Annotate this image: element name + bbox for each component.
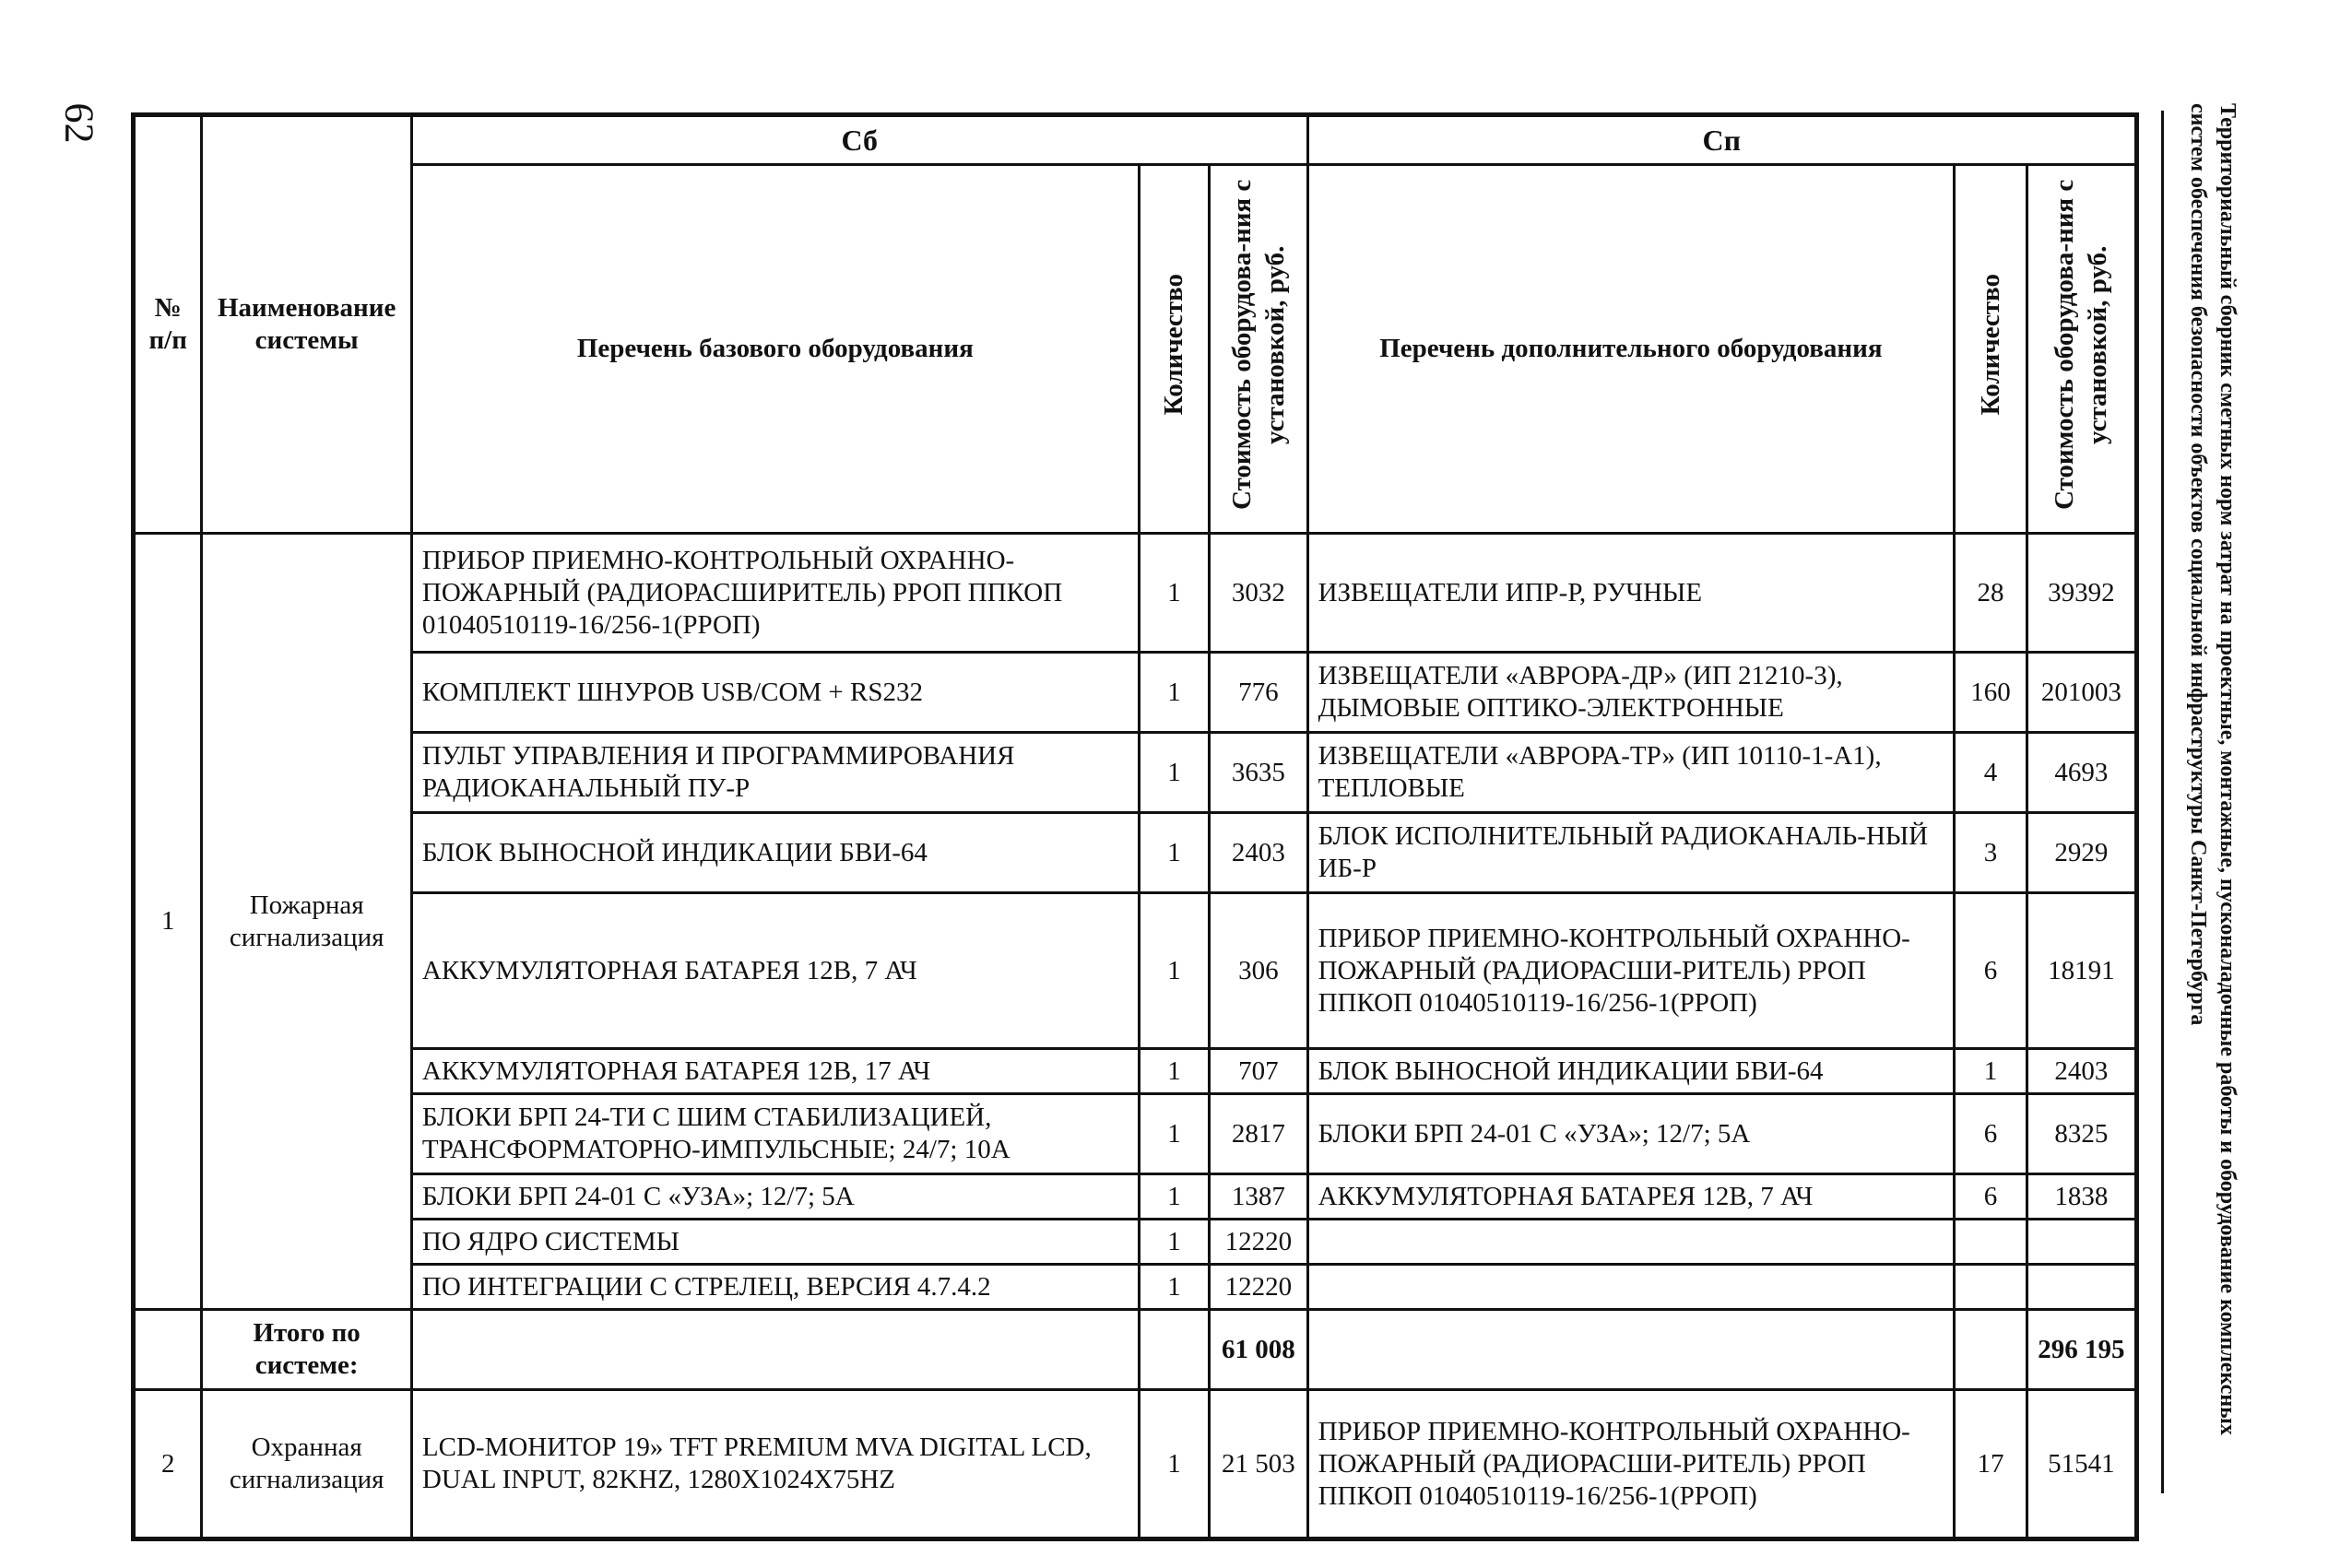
base-cost: 776 bbox=[1210, 653, 1307, 733]
base-cost: 3032 bbox=[1210, 534, 1307, 653]
total-base-cost: 61 008 bbox=[1210, 1310, 1307, 1390]
extra-cost bbox=[2027, 1220, 2136, 1265]
extra-cost: 1838 bbox=[2027, 1174, 2136, 1220]
header-cost2-text: Стоимость оборудова-ния с установкой, руб. bbox=[2050, 179, 2113, 511]
table-row bbox=[134, 1094, 2137, 1174]
base-item: ПО ЯДРО СИСТЕМЫ bbox=[411, 1220, 1139, 1265]
extra-cost: 4693 bbox=[2027, 733, 2136, 813]
header-num: № п/п bbox=[134, 115, 202, 534]
system2-num: 2 bbox=[134, 1390, 202, 1539]
extra-qty: 6 bbox=[1955, 1094, 2027, 1174]
base-cost: 306 bbox=[1210, 893, 1307, 1049]
header-cost-text: Стоимость оборудова-ния с установкой, руб. bbox=[1226, 179, 1290, 511]
side-title: Территориальный сборник сметных норм затрат на проектные, монтажные, пусконаладочные работы и оборудование комплексных систем обеспечения безопасности объектов социальной инфраструктуры Санкт-Петербурга bbox=[2186, 103, 2240, 1435]
table-row bbox=[134, 1265, 2137, 1310]
total-qty-empty bbox=[1139, 1310, 1210, 1390]
extra-item bbox=[1307, 1265, 1955, 1310]
extra-qty: 160 bbox=[1955, 653, 2027, 733]
header-qty2 bbox=[1955, 165, 2027, 534]
total-row bbox=[134, 1310, 2137, 1390]
table-row bbox=[134, 893, 2137, 1049]
extra-cost: 2929 bbox=[2027, 813, 2136, 893]
extra-qty: 6 bbox=[1955, 893, 2027, 1049]
extra-qty bbox=[1955, 1220, 2027, 1265]
extra-qty bbox=[1955, 1265, 2027, 1310]
base-qty: 1 bbox=[1139, 893, 1210, 1049]
extra-qty: 28 bbox=[1955, 534, 2027, 653]
base-item: АККУМУЛЯТОРНАЯ БАТАРЕЯ 12В, 7 АЧ bbox=[411, 893, 1139, 1049]
base-qty: 1 bbox=[1139, 653, 1210, 733]
header-qty bbox=[1139, 165, 1210, 534]
base-qty: 1 bbox=[1139, 1049, 1210, 1094]
header-extra-list: Перечень дополнительного оборудования bbox=[1307, 165, 1955, 534]
page-number: 62 bbox=[56, 102, 102, 144]
equipment-table bbox=[131, 112, 2139, 1541]
base-qty: 1 bbox=[1139, 1265, 1210, 1310]
base-cost: 3635 bbox=[1210, 733, 1307, 813]
header-cost2 bbox=[2027, 165, 2136, 534]
base-item: ПРИБОР ПРИЕМНО-КОНТРОЛЬНЫЙ ОХРАННО-ПОЖАРНЫЙ (РАДИОРАСШИРИТЕЛЬ) РРОП ППКОП 01040510119-16/256-1(РРОП) bbox=[411, 534, 1139, 653]
extra-cost: 201003 bbox=[2027, 653, 2136, 733]
extra-item: ПРИБОР ПРИЕМНО-КОНТРОЛЬНЫЙ ОХРАННО-ПОЖАРНЫЙ (РАДИОРАСШИ-РИТЕЛЬ) РРОП ППКОП 01040510119-16/256-1(РРОП) bbox=[1307, 1390, 1955, 1539]
base-item: БЛОКИ БРП 24-01 С «УЗА»; 12/7; 5А bbox=[411, 1174, 1139, 1220]
base-cost: 2817 bbox=[1210, 1094, 1307, 1174]
base-item: БЛОКИ БРП 24-ТИ С ШИМ СТАБИЛИЗАЦИЕЙ, ТРАНСФОРМАТОРНО-ИМПУЛЬСНЫЕ; 24/7; 10А bbox=[411, 1094, 1139, 1174]
base-cost: 12220 bbox=[1210, 1265, 1307, 1310]
total-num bbox=[134, 1310, 202, 1390]
side-rule bbox=[2161, 111, 2164, 1493]
total-label: Итого по системе: bbox=[202, 1310, 412, 1390]
extra-cost bbox=[2027, 1265, 2136, 1310]
system1-num: 1 bbox=[134, 534, 202, 1310]
extra-cost: 39392 bbox=[2027, 534, 2136, 653]
header-cost bbox=[1210, 165, 1307, 534]
header-qty-text: Количество bbox=[1159, 274, 1189, 416]
base-qty: 1 bbox=[1139, 534, 1210, 653]
table-row bbox=[134, 733, 2137, 813]
base-item: АККУМУЛЯТОРНАЯ БАТАРЕЯ 12В, 17 АЧ bbox=[411, 1049, 1139, 1094]
base-item: LCD-МОНИТОР 19» TFT PREMIUM MVA DIGITAL LCD, DUAL INPUT, 82KHZ, 1280X1024X75HZ bbox=[411, 1390, 1139, 1539]
extra-qty: 17 bbox=[1955, 1390, 2027, 1539]
table-row bbox=[134, 1174, 2137, 1220]
header-group-base: Сб bbox=[411, 115, 1307, 165]
table-row bbox=[134, 653, 2137, 733]
extra-item: ИЗВЕЩАТЕЛИ «АВРОРА-ТР» (ИП 10110-1-А1), ТЕПЛОВЫЕ bbox=[1307, 733, 1955, 813]
extra-qty: 3 bbox=[1955, 813, 2027, 893]
extra-qty: 4 bbox=[1955, 733, 2027, 813]
extra-cost: 51541 bbox=[2027, 1390, 2136, 1539]
base-cost: 707 bbox=[1210, 1049, 1307, 1094]
base-cost: 21 503 bbox=[1210, 1390, 1307, 1539]
base-qty: 1 bbox=[1139, 1174, 1210, 1220]
extra-item: АККУМУЛЯТОРНАЯ БАТАРЕЯ 12В, 7 АЧ bbox=[1307, 1174, 1955, 1220]
header-group-extra: Сп bbox=[1307, 115, 2136, 165]
extra-cost: 18191 bbox=[2027, 893, 2136, 1049]
total-base-empty bbox=[411, 1310, 1139, 1390]
table-row bbox=[134, 813, 2137, 893]
base-item: ПО ИНТЕГРАЦИИ С СТРЕЛЕЦ, ВЕРСИЯ 4.7.4.2 bbox=[411, 1265, 1139, 1310]
base-qty: 1 bbox=[1139, 1390, 1210, 1539]
base-cost: 1387 bbox=[1210, 1174, 1307, 1220]
base-qty: 1 bbox=[1139, 733, 1210, 813]
extra-item: БЛОК ИСПОЛНИТЕЛЬНЫЙ РАДИОКАНАЛЬ-НЫЙ ИБ-Р bbox=[1307, 813, 1955, 893]
extra-qty: 1 bbox=[1955, 1049, 2027, 1094]
base-item: ПУЛЬТ УПРАВЛЕНИЯ И ПРОГРАММИРОВАНИЯ РАДИОКАНАЛЬНЫЙ ПУ-Р bbox=[411, 733, 1139, 813]
base-qty: 1 bbox=[1139, 1220, 1210, 1265]
base-cost: 2403 bbox=[1210, 813, 1307, 893]
header-name: Наименование системы bbox=[202, 115, 412, 534]
header-base-list: Перечень базового оборудования bbox=[411, 165, 1139, 534]
extra-item bbox=[1307, 1220, 1955, 1265]
system2-name: Охранная сигнализация bbox=[202, 1390, 412, 1539]
table-row bbox=[134, 1390, 2137, 1539]
total-qty2-empty bbox=[1955, 1310, 2027, 1390]
table-row bbox=[134, 1049, 2137, 1094]
extra-cost: 8325 bbox=[2027, 1094, 2136, 1174]
extra-item: БЛОКИ БРП 24-01 С «УЗА»; 12/7; 5А bbox=[1307, 1094, 1955, 1174]
total-extra-cost: 296 195 bbox=[2027, 1310, 2136, 1390]
extra-qty: 6 bbox=[1955, 1174, 2027, 1220]
header-qty2-text: Количество bbox=[1976, 274, 2006, 416]
base-cost: 12220 bbox=[1210, 1220, 1307, 1265]
extra-item: ИЗВЕЩАТЕЛИ ИПР-Р, РУЧНЫЕ bbox=[1307, 534, 1955, 653]
extra-item: ПРИБОР ПРИЕМНО-КОНТРОЛЬНЫЙ ОХРАННО-ПОЖАРНЫЙ (РАДИОРАСШИ-РИТЕЛЬ) РРОП ППКОП 01040510119-16/256-1(РРОП) bbox=[1307, 893, 1955, 1049]
extra-item: БЛОК ВЫНОСНОЙ ИНДИКАЦИИ БВИ-64 bbox=[1307, 1049, 1955, 1094]
system1-name: Пожарная сигнализация bbox=[202, 534, 412, 1310]
table-row bbox=[134, 534, 2137, 653]
base-qty: 1 bbox=[1139, 813, 1210, 893]
base-item: БЛОК ВЫНОСНОЙ ИНДИКАЦИИ БВИ-64 bbox=[411, 813, 1139, 893]
base-item: КОМПЛЕКТ ШНУРОВ USB/COM + RS232 bbox=[411, 653, 1139, 733]
base-qty: 1 bbox=[1139, 1094, 1210, 1174]
extra-item: ИЗВЕЩАТЕЛИ «АВРОРА-ДР» (ИП 21210-3), ДЫМОВЫЕ ОПТИКО-ЭЛЕКТРОННЫЕ bbox=[1307, 653, 1955, 733]
total-extra-empty bbox=[1307, 1310, 1955, 1390]
extra-cost: 2403 bbox=[2027, 1049, 2136, 1094]
table-row bbox=[134, 1220, 2137, 1265]
